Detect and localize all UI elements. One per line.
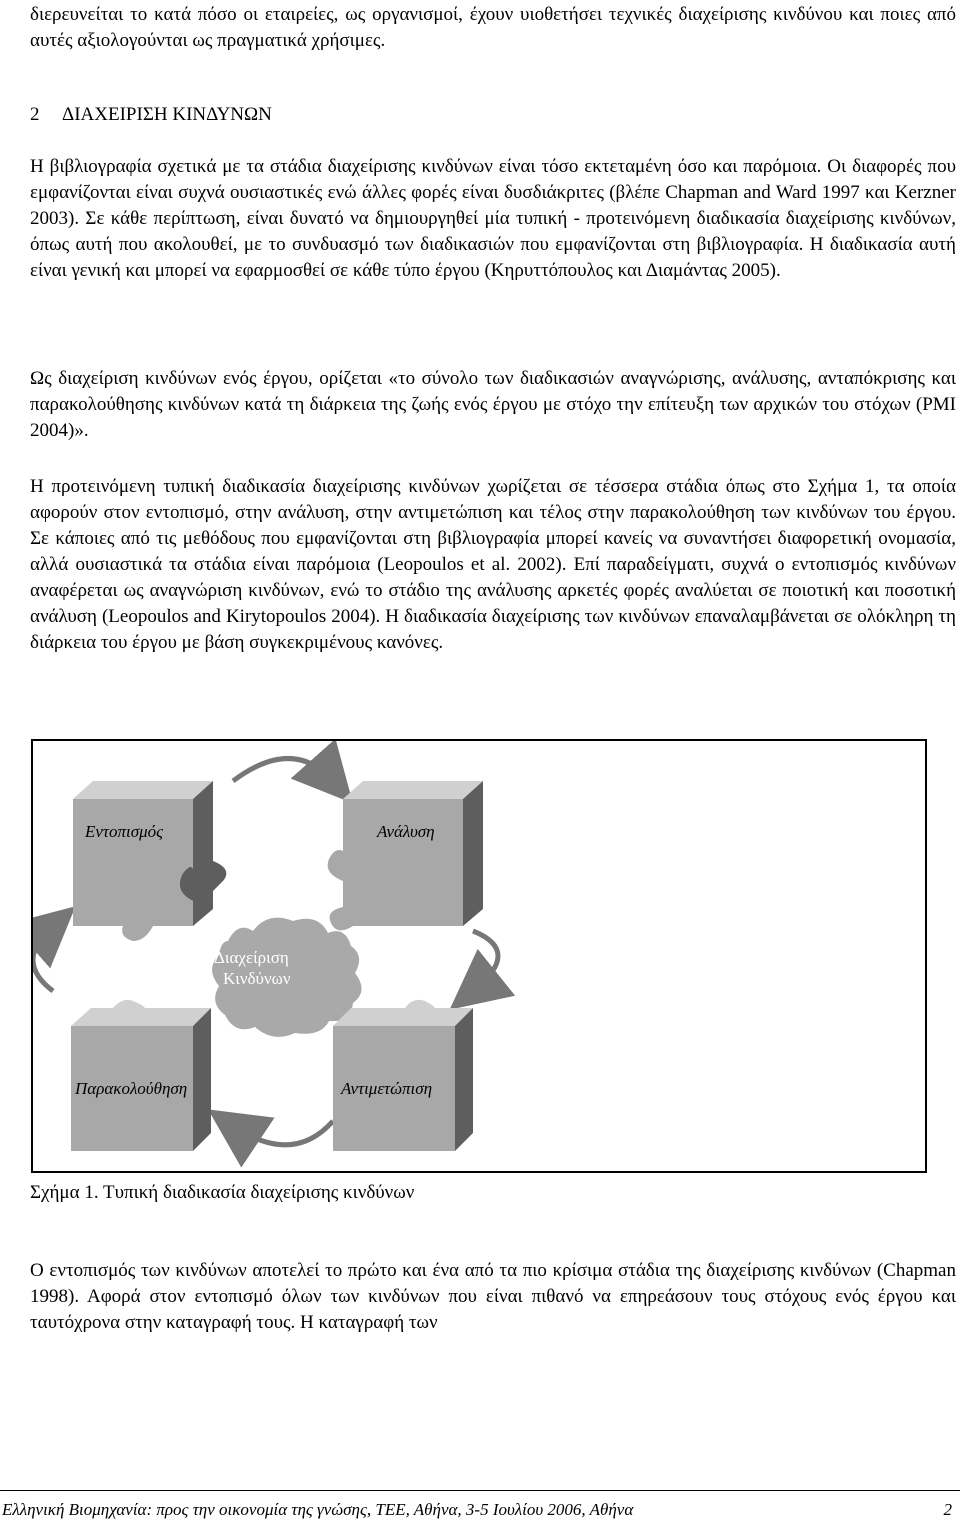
puzzle-piece-response [333,1000,473,1151]
section-number: 2 [30,104,40,125]
section-title: ΔΙΑΧΕΙΡΙΣΗ ΚΙΝΔΥΝΩΝ [62,104,272,125]
cycle-arrow-bottom [233,1121,333,1145]
puzzle-piece-analysis [328,781,483,930]
figure-risk-management-cycle [31,739,927,1173]
cycle-arrow-left [33,926,53,991]
cycle-arrow-top [233,759,333,782]
footer-divider [0,1490,960,1491]
puzzle-piece-center [212,918,362,1037]
footer-conference: Ελληνική Βιομηχανία: προς την οικονομία της γνώσης, ΤΕΕ, Αθήνα, 3-5 Ιουλίου 2006, Αθήνα [2,1500,634,1519]
section-heading [30,102,272,128]
paragraph-identification: Ο εντοπισμός των κινδύνων αποτελεί το πρώτο και ένα από τα πιο κρίσιμα στάδια της διαχείρισης κινδύνων (Chapman 1998). Αφορά στον εντοπισμό όλων των κινδύνων που είναι πιθανό να επηρεάσουν τους στόχους ενός έργου και ταυτόχρονα στην καταγραφή τους. Η καταγραφή των [30,1260,956,1333]
paragraph-definition: Ως διαχείριση κινδύνων ενός έργου, ορίζεται «το σύνολο των διαδικασιών αναγνώρισης, ανάλυσης, ανταπόκρισης και παρακολούθησης κινδύνων κατά τη διάρκεια της ζωής ενός έργου με στόχο την επίτευξη των αρχικών του στόχων (PMI 2004)». [30,368,956,441]
puzzle-piece-monitoring [71,1000,211,1151]
cycle-arrow-right [473,931,498,991]
figure-caption: Σχήμα 1. Τυπική διαδικασία διαχείρισης κινδύνων [30,1182,415,1203]
label-response: Αντιμετώπιση [341,1079,433,1098]
label-identification: Εντοπισμός [85,822,164,841]
label-center-line1: Διαχείριση [214,948,289,967]
label-center-line2: Κινδύνων [223,969,291,988]
label-monitoring: Παρακολούθηση [75,1079,188,1098]
paragraph-literature: Η βιβλιογραφία σχετικά με τα στάδια διαχείρισης κινδύνων είναι τόσο εκτεταμένη όσο και παρόμοια. Οι διαφορές που εμφανίζονται είναι συχνά ουσιαστικές ενώ άλλες φορές είναι δυσδιάκριτες (βλέπε Chapman and Ward 1997 και Kerzner 2003). Σε κάθε περίπτωση, είναι δυνατό να δημιουργηθεί μία τυπική - προτεινόμενη διαδικασία διαχείρισης κινδύνων, όπως αυτή που ακολουθεί, με το συνδυασμό των διαδικασιών που εμφανίζονται στη βιβλιογραφία. Η διαδικασία αυτή είναι γενική και μπορεί να εφαρμοσθεί σε κάθε τύπο έργου (Κηρυττόπουλος και Διαμάντας 2005). [30,156,956,281]
figure-diagram [33,741,925,1171]
paragraph-process: Η προτεινόμενη τυπική διαδικασία διαχείρισης κινδύνων χωρίζεται σε τέσσερα στάδια όπως στο Σχήμα 1, τα οποία αφορούν στον εντοπισμό, στην ανάλυση, στην αντιμετώπιση και τέλος στην παρακολούθηση των κινδύνων του έργου. Σε κάποιες από τις μεθόδους που εμφανίζονται στη βιβλιογραφία μπορεί κανείς να συναντήσει διαφορετική ονομασία, αλλά ουσιαστικά τα στάδια είναι παρόμοια (Leopoulos et al. 2002). Επί παραδείγματι, συχνά ο εντοπισμός κινδύνων αναφέρεται ως αναγνώριση κινδύνων, ενώ το στάδιο της ανάλυσης αρκετές φορές αναλύεται σε ποιοτική και ποσοτική ανάλυση (Leopoulos and Kirytopoulos 2004). Η διαδικασία διαχείρισης των κινδύνων επαναλαμβάνεται σε ολόκληρη τη διάρκεια του έργου με βάση συγκεκριμένους κανόνες. [30,476,956,653]
intro-paragraph: διερευνείται το κατά πόσο οι εταιρείες, ως οργανισμοί, έχουν υιοθετήσει τεχνικές διαχείρισης κινδύνου και ποιες από αυτές αξιολογούνται ως πραγματικά χρήσιμες. [30,4,956,51]
label-analysis: Ανάλυση [377,822,435,841]
page-number: 2 [943,1500,952,1519]
puzzle-piece-identification [73,781,226,941]
